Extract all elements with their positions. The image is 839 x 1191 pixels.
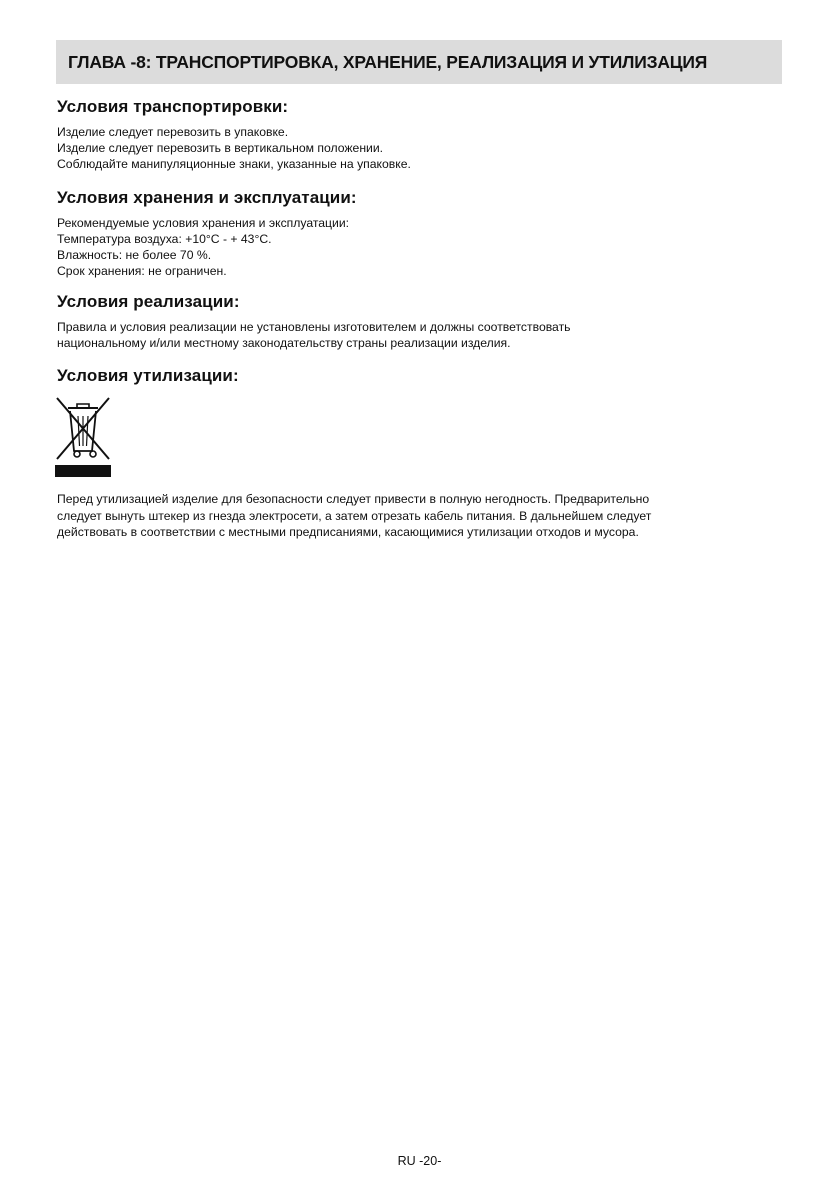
disposal-section [57, 366, 777, 393]
sale-body [57, 319, 777, 351]
sale-section [57, 292, 777, 351]
sale-line: национальному и/или местному законодательству страны реализации изделия. [57, 336, 511, 350]
transport-line: Соблюдайте манипуляционные знаки, указанные на упаковке. [57, 157, 411, 171]
sale-heading: Условия реализации: [57, 292, 240, 311]
disposal-line: следует вынуть штекер из гнезда электросети, а затем отрезать кабель питания. В дальнейшем следует [57, 508, 652, 523]
chapter-header-bar [56, 40, 782, 84]
disposal-line: Перед утилизацией изделие для безопасности следует привести в полную негодность. Предварительно [57, 492, 650, 506]
storage-body [57, 215, 777, 279]
disposal-heading: Условия утилизации: [57, 366, 239, 385]
transport-body [57, 124, 777, 172]
weee-crossed-bin-icon [55, 395, 111, 479]
disposal-body [57, 491, 787, 541]
storage-line: Влажность: не более 70 %. [57, 248, 212, 262]
storage-section [57, 188, 777, 279]
page-number: RU -20- [397, 1154, 442, 1168]
transport-section [57, 97, 777, 172]
disposal-line: действовать в соответствии с местными предписаниями, касающимися утилизации отходов и мусора. [57, 525, 639, 539]
sale-line: Правила и условия реализации не установлены изготовителем и должны соответствовать [57, 320, 571, 334]
transport-line: Изделие следует перевозить в вертикальном положении. [57, 141, 384, 155]
storage-line: Температура воздуха: +10°C - + 43°C. [57, 232, 272, 246]
storage-heading: Условия хранения и эксплуатации: [57, 188, 357, 207]
chapter-title: ГЛАВА -8: ТРАНСПОРТИРОВКА, ХРАНЕНИЕ, РЕАЛИЗАЦИЯ И УТИЛИЗАЦИЯ [68, 51, 708, 72]
storage-line: Рекомендуемые условия хранения и эксплуатации: [57, 216, 350, 230]
transport-heading: Условия транспортировки: [57, 97, 289, 116]
storage-line: Срок хранения: не ограничен. [57, 264, 227, 278]
transport-line: Изделие следует перевозить в упаковке. [57, 125, 289, 139]
